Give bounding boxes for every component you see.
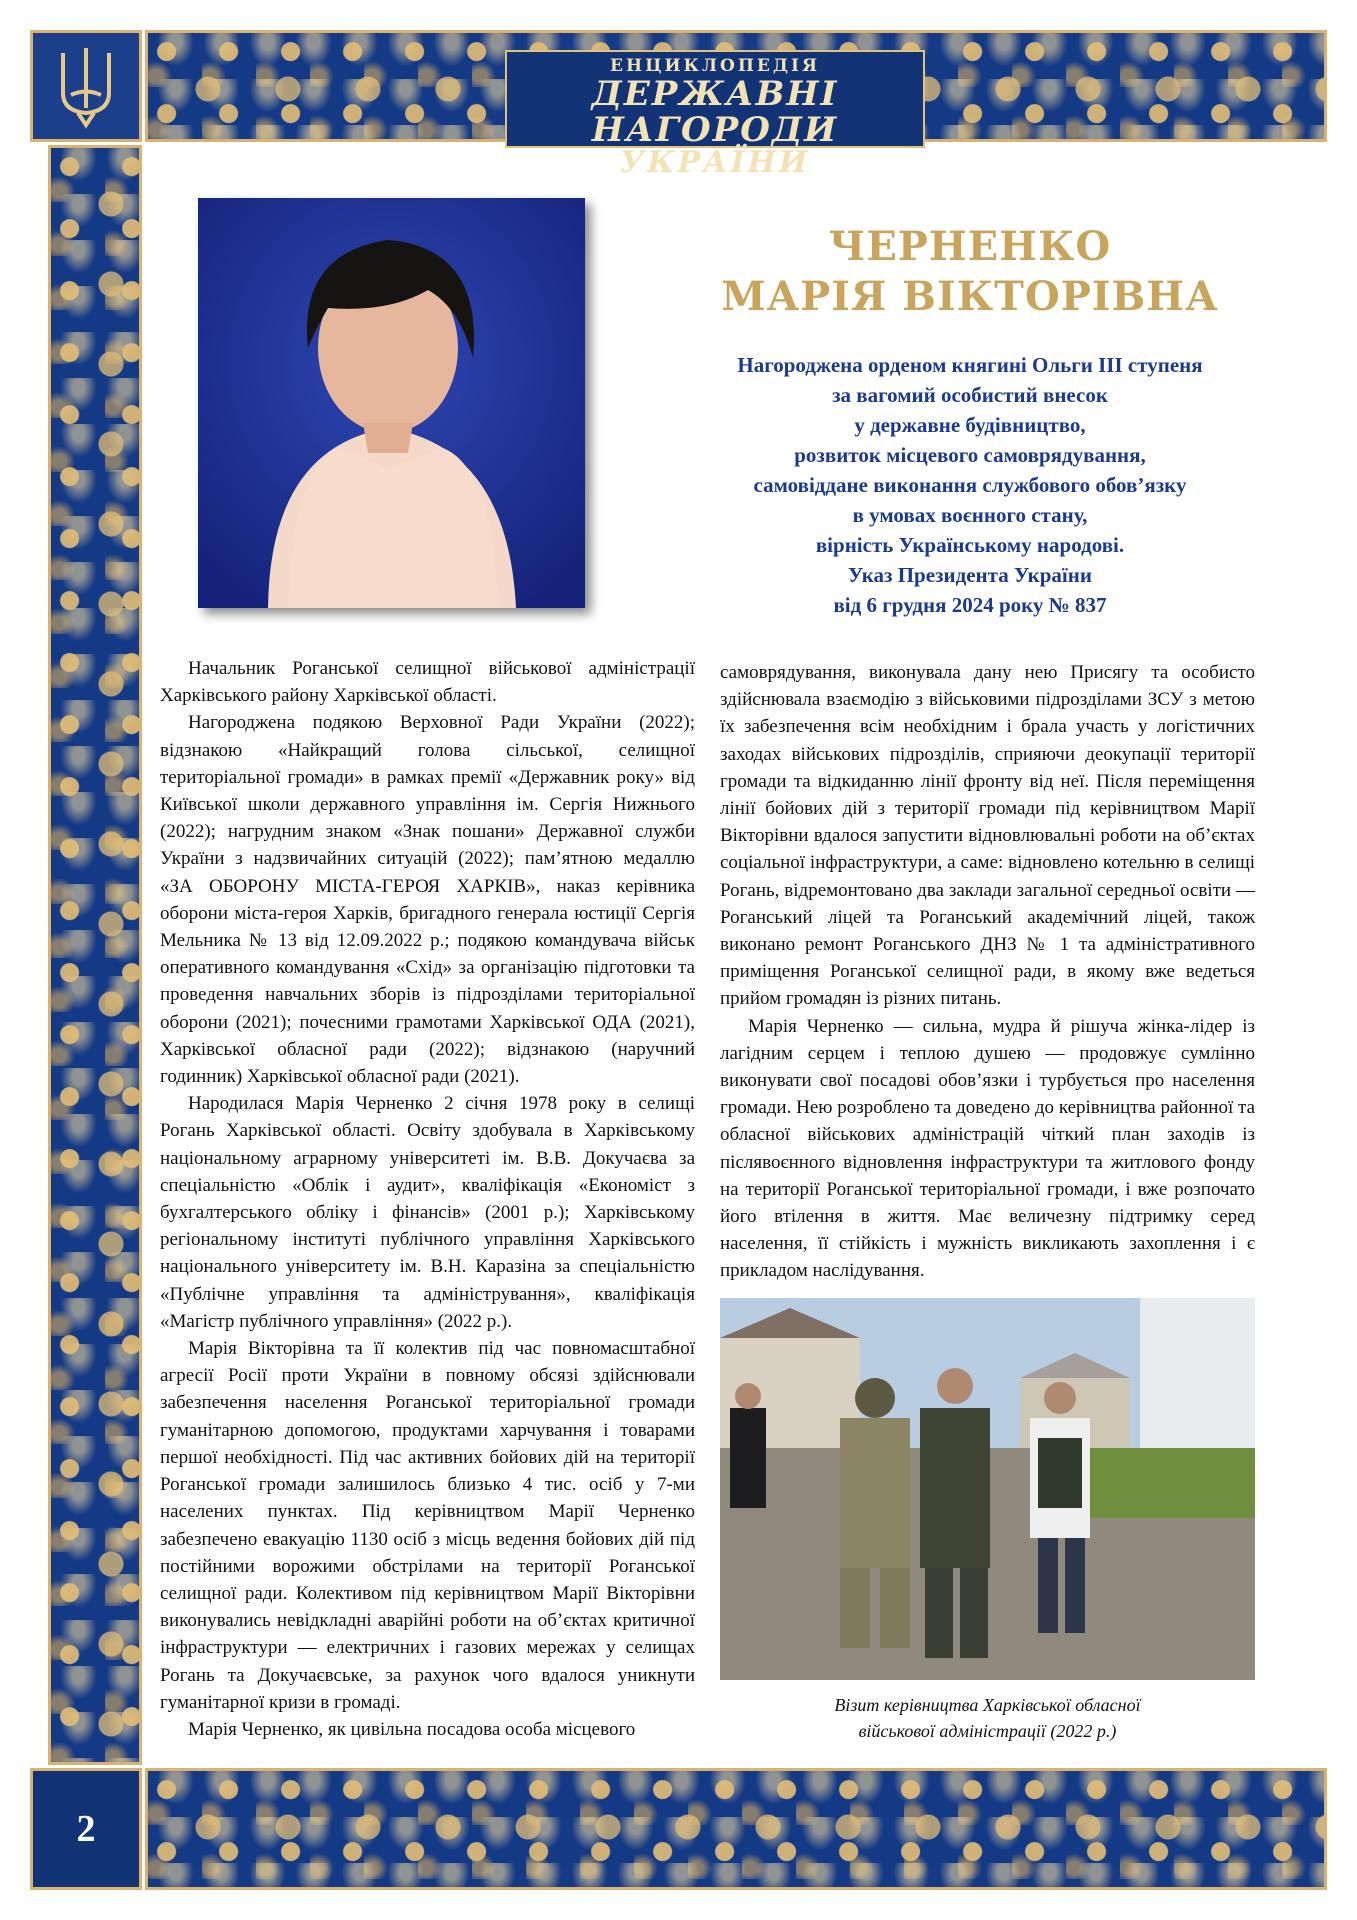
body-paragraph: самоврядування, виконувала дану нею Присягу та особисто здійснювала взаємодію з військовими підрозділами ЗСУ з метою їх забезпечення всім необхідним і брала участь у логістичних заходах військових підрозділів, сприяючи деокупації території громади та відкиданню лінії фронту від неї. Після переміщення лінії бойових дій з території громади під керівництвом Марії Вікторівни вдалося запустити відновлювальні роботи на об’єктах соціальної інфраструктури, а саме: відновлено котельню в селищі Рогань, відремонтовано два заклади загальної середньої освіти — Роганський ліцей та Роганський академічний ліцей, також виконано ремонт Роганського ДНЗ № 1 та адміністративного приміщення Роганської селищної ради, в якому вже ведеться прийом громадян із різних питань. (720, 662, 1255, 1010)
body-paragraph: Марія Вікторівна та її колектив під час повномасштабної агресії Росії проти України в повному обсязі здійснювали забезпечення населення Роганської територіальної громади гуманітарною допомогою, продуктами харчування і товарами першої необхідності. Під час активних бойових дій на території Роганської громади залишилось близько 4 тис. осіб у 7-ми населених пунктах. Під керівництвом Марії Черненко забезпечено евакуацію 1130 осіб з місць ведення бойових дій під постійними ворожими обстрілами на території Роганської селищної ради. Колективом під керівництвом Марії Вікторівни виконувались невідкладні аварійні роботи на об’єктах критичної інфраструктури — електричних і газових мережах у селищах Рогань та Докучаєвське, за рахунок чого вдалося уникнути гуманітарної кризи в громаді. (160, 1338, 695, 1713)
photo-caption (720, 1692, 1255, 1744)
photo-caption-line: військової адміністрації (2022 р.) (858, 1721, 1117, 1741)
encyclopedia-title (505, 50, 925, 180)
person-name (660, 222, 1280, 322)
body-column-left (160, 655, 695, 1743)
award-line: Указ Президента України (848, 563, 1092, 587)
body-paragraph: Марія Черненко — сильна, мудра й рішуча жінка-лідер із лагідним серцем і теплою душею — продовжує сумлінно виконувати свої посадові обов’язки і турбується про населення громади. Нею розроблено та доведено до керівництва районної та обласної військових адміністрацій чіткий план заходів із післявоєнного відновлення інфраструктури та житлового фонду на території Роганської територіальної громади, і вже розпочато його втілення в життя. Має величезну підтримку серед населення, її стійкість і мужність викликають захоплення і є прикладом наслідування. (720, 1015, 1255, 1282)
trident-icon (33, 33, 139, 139)
body-paragraph: Марія Черненко, як цивільна посадова особа місцевого (188, 1718, 636, 1740)
visit-photo (720, 1298, 1255, 1680)
title-line-3: УКРАЇНИ (619, 145, 811, 180)
award-line: в умовах воєнного стану, (852, 503, 1088, 527)
portrait-photo (198, 198, 585, 608)
ornament-border-left (48, 145, 142, 1765)
award-line: за вагомий особистий внесок (832, 383, 1108, 407)
person-surname: ЧЕРНЕНКО (828, 223, 1112, 270)
photo-caption-line: Візит керівництва Харківської обласної (834, 1695, 1141, 1715)
visit-photo-illustration (720, 1298, 1255, 1680)
award-description (660, 350, 1280, 620)
body-paragraph: Нагороджена подякою Верховної Ради України (2022); відзнакою «Найкращий голова сільської, селищної територіальної громади» в рамках премії «Державник року» від Київської школи державного управління ім. Сергія Нижнього (2022); нагрудним знаком «Знак пошани» Державної служби України з надзвичайних ситуацій (2022); пам’ятною медаллю «ЗА ОБОРОНУ МІСТА-ГЕРОЯ ХАРКІВ», наказ керівника оборони міста-героя Харків, бригадного генерала юстиції Сергія Мельника № 13 від 12.09.2022 р.; подякою командувача військ оперативного командування «Схід» за організацію підготовки та проведення навчальних зборів із підрозділами територіальної оборони (2021); почесними грамотами Харківської ОДА (2021), Харківської обласної ради (2022); відзнакою (наручний годинник) Харківської обласної ради (2021). (160, 712, 695, 1088)
award-line: самовіддане виконання службового обов’язку (753, 473, 1187, 497)
ornament-border-bottom (145, 1768, 1327, 1890)
title-line-2: ДЕРЖАВНІ НАГОРОДИ (591, 74, 839, 150)
body-paragraph: Начальник Роганської селищної військової адміністрації Харківського району Харківської області. (160, 658, 695, 707)
emblem-box (30, 30, 142, 142)
body-column-right (720, 659, 1255, 1285)
award-line: вірність Українському народові. (815, 533, 1125, 557)
portrait-illustration (198, 198, 585, 608)
award-line: у державне будівництво, (854, 413, 1086, 437)
page-number: 2 (30, 1768, 142, 1890)
body-paragraph: Народилася Марія Черненко 2 січня 1978 року в селищі Рогань Харківської області. Освіту здобувала в Харківському національному аграрному університеті ім. В.В. Докучаєва за спеціальністю «Облік і аудит», кваліфікація «Економіст з бухгалтерського обліку і фінансів» (2001 р.); Харківському регіональному інституті публічного управління Харківського національного університету ім. В.Н. Каразіна за спеціальністю «Публічне управління та адміністрування», кваліфікація «Магістр публічного управління» (2022 р.). (160, 1093, 695, 1332)
person-given-names: МАРІЯ ВІКТОРІВНА (721, 273, 1219, 320)
award-line: від 6 грудня 2024 року № 837 (833, 593, 1107, 617)
title-line-1: ЕНЦИКЛОПЕДІЯ (610, 56, 820, 76)
award-line: розвиток місцевого самоврядування, (794, 443, 1146, 467)
award-line: Нагороджена орденом княгині Ольги ІІІ ступеня (737, 353, 1203, 377)
